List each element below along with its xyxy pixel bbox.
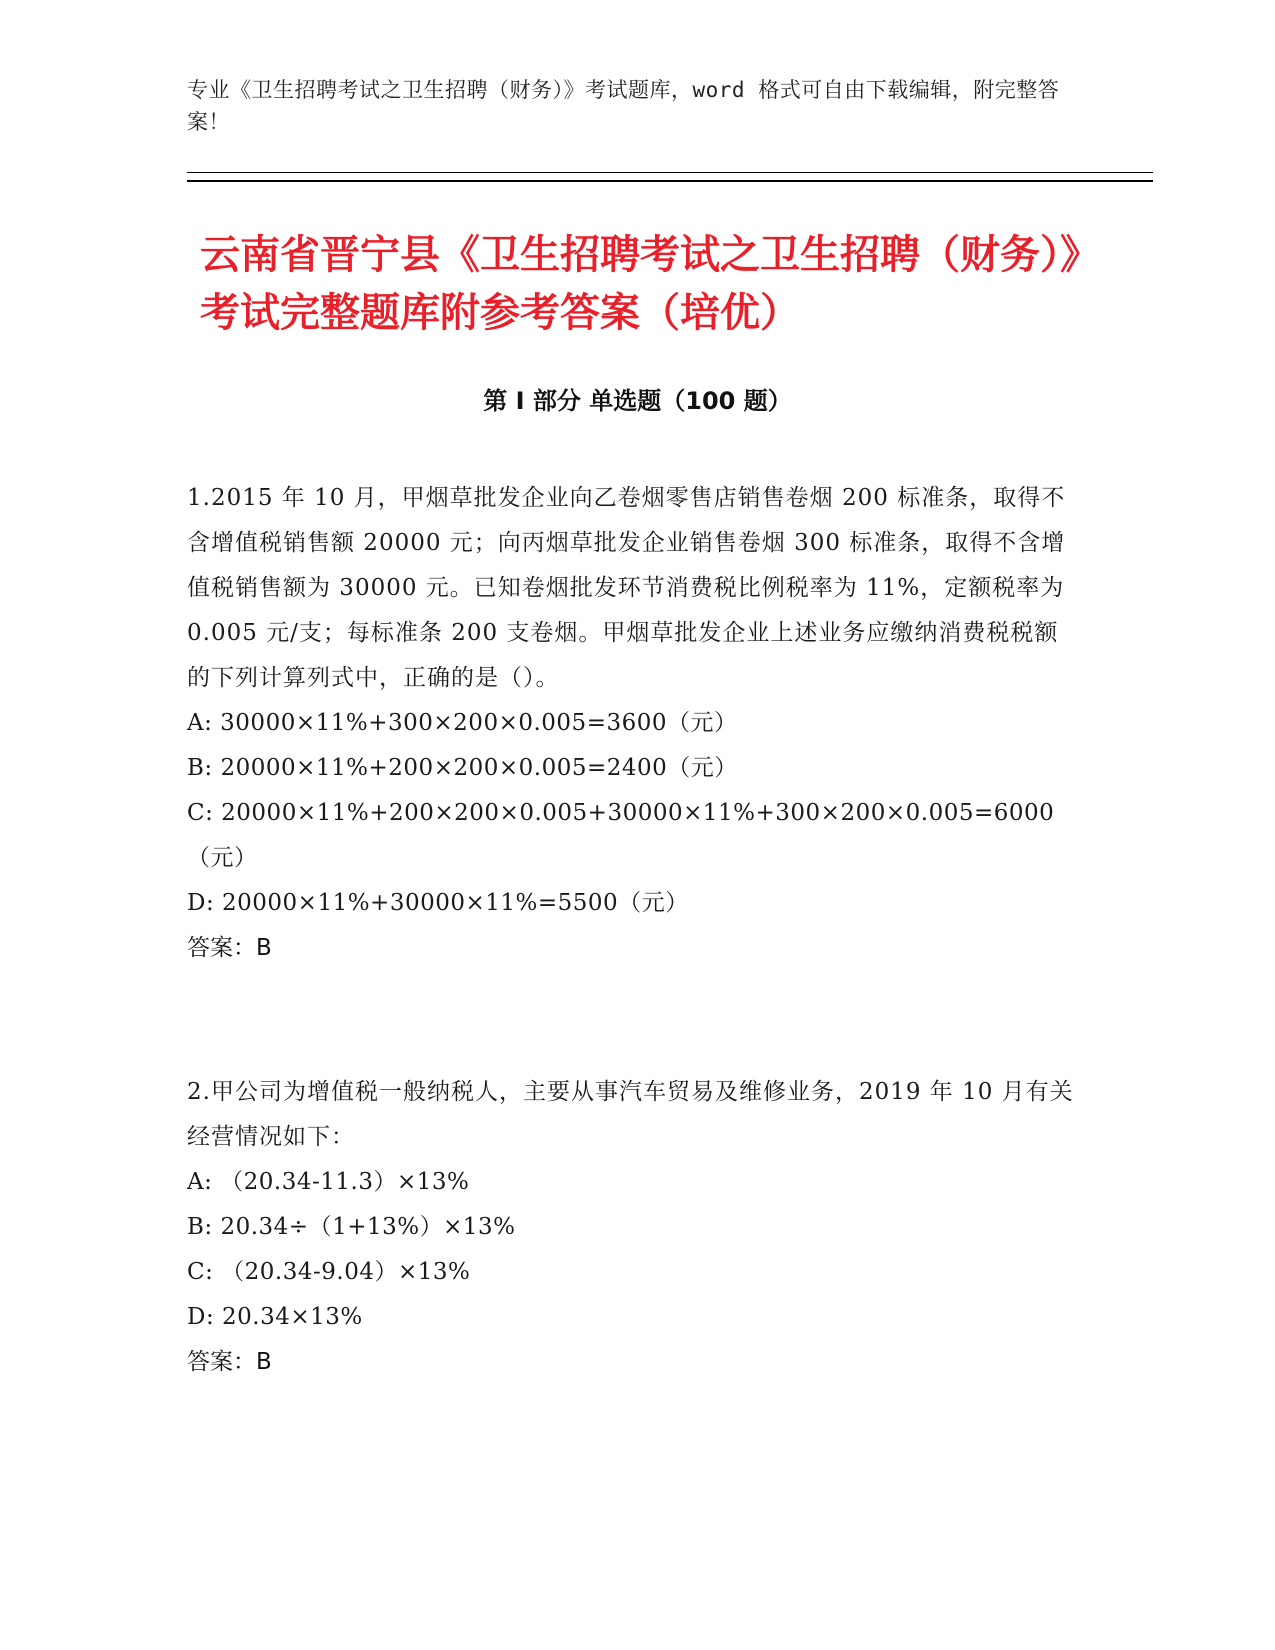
option-a: A: 30000×11%+300×200×0.005=3600（元） — [187, 710, 738, 736]
option-c: C: （20.34-9.04）×13% — [187, 1259, 471, 1285]
option-a: A: （20.34-11.3）×13% — [187, 1169, 470, 1195]
header-note: 专业《卫生招聘考试之卫生招聘（财务）》考试题库，word 格式可自由下载编辑，附完整答案！ — [187, 78, 1060, 134]
header-divider-bottom — [187, 180, 1153, 182]
question-stem: 2.甲公司为增值税一般纳税人，主要从事汽车贸易及维修业务，2019 年 10 月有关经营情况如下： — [187, 1079, 1074, 1150]
option-c: C: 20000×11%+200×200×0.005+30000×11%+300×200×0.005=6000（元） — [187, 800, 1055, 871]
option-d: D: 20.34×13% — [187, 1304, 363, 1330]
option-d: D: 20000×11%+30000×11%=5500（元） — [187, 890, 689, 916]
section-title: 第 I 部分 单选题（100 题） — [483, 387, 792, 415]
document-title: 云南省晋宁县《卫生招聘考试之卫生招聘（财务）》考试完整题库附参考答案（培优） — [200, 232, 1080, 336]
answer-label: 答案：B — [187, 935, 272, 961]
header-divider-top — [187, 172, 1153, 173]
question-stem: 1.2015 年 10 月，甲烟草批发企业向乙卷烟零售店销售卷烟 200 标准条，取得不含增值税销售额 20000 元；向丙烟草批发企业销售卷烟 300 标准条，取得不含增值税销售额为 30000 元。已知卷烟批发环节消费税比例税率为 11%，定额税率为 0.005 元/支；每标准条 200 支卷烟。甲烟草批发企业上述业务应缴纳消费税税额的下列计算列式中，正确的是（）。 — [187, 485, 1066, 691]
answer-label: 答案：B — [187, 1349, 272, 1375]
question-2 — [187, 1070, 1077, 1385]
question-1 — [187, 476, 1077, 971]
option-b: B: 20000×11%+200×200×0.005=2400（元） — [187, 755, 738, 781]
option-b: B: 20.34÷（1+13%）×13% — [187, 1214, 516, 1240]
